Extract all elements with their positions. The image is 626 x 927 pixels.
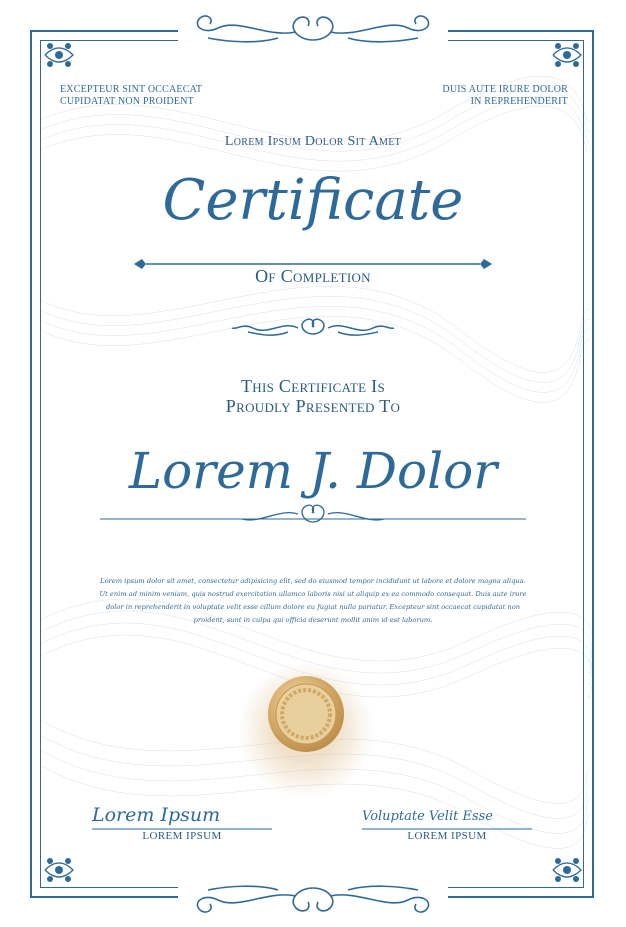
- corner-flourish-icon: [42, 853, 76, 887]
- recipient-name: Lorem J. Dolor: [128, 442, 498, 500]
- top-scroll-ornament-icon: [178, 8, 448, 48]
- top-left-note-line: CUPIDATAT NON PROIDENT: [60, 96, 194, 107]
- top-left-note-line: EXCEPTEUR SINT OCCAECAT: [60, 84, 203, 95]
- certificate-subtitle: Of Completion: [255, 266, 371, 286]
- corner-flourish-icon: [550, 38, 584, 72]
- corner-flourish-icon: [42, 38, 76, 72]
- certificate-title: Certificate: [162, 168, 464, 233]
- gold-seal-icon: [236, 660, 376, 800]
- header-text: Lorem Ipsum Dolor Sit Amet: [224, 134, 402, 149]
- corner-flourish-icon: [550, 853, 584, 887]
- top-right-note-line: DUIS AUTE IRURE DOLOR: [442, 84, 568, 95]
- signature-left-label: LOREM IPSUM: [142, 830, 222, 842]
- top-right-note: [442, 84, 568, 108]
- presented-line: Proudly Presented To: [225, 396, 401, 416]
- top-left-note: [60, 84, 202, 108]
- top-right-note-line: IN REPREHENDERIT: [470, 96, 568, 107]
- signature-right-label: LOREM IPSUM: [407, 830, 487, 842]
- name-underline: [100, 502, 526, 528]
- signature-right: Voluptate Velit Esse: [362, 809, 493, 824]
- signature-left: Lorem Ipsum: [92, 804, 221, 826]
- divider-ornament-icon: [228, 314, 398, 342]
- bottom-scroll-ornament-icon: [178, 880, 448, 920]
- presented-line: This Certificate Is: [240, 376, 386, 396]
- body-paragraph: Lorem ipsum dolor sit amet, consectetur adipisicing elit, sed do eiusmod tempor incididunt ut labore et dolore magna aliqua. Ut enim ad minim veniam, quis nostrud exercitation ullamco laboris nisi ut aliquip ex ea commodo consequat. Duis aute irure dolor in reprehenderit in voluptate velit esse cillum dolore eu fugiat nulla pariatur. Excepteur sint occaecat cupidatat non proident, sunt in culpa qui officia deserunt mollit anim id est laborum.: [99, 577, 527, 624]
